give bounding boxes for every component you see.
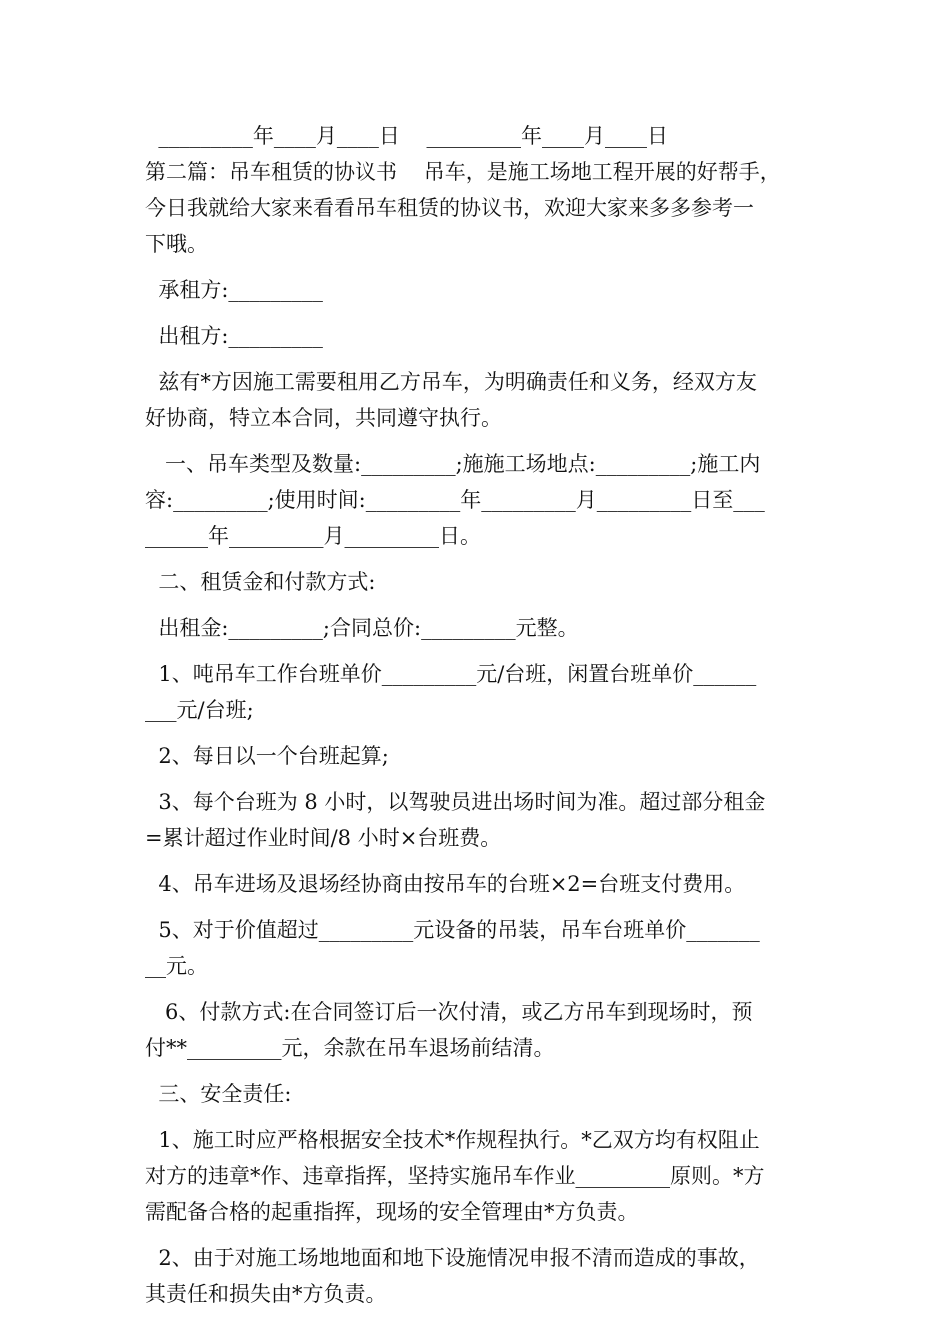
clause-line: ___元/台班;	[145, 698, 254, 722]
lessor-field: 出租方:_________	[145, 324, 323, 348]
clause-line: __元。	[145, 954, 208, 978]
clause-line: 2、每日以一个台班起算;	[145, 744, 389, 768]
document-body	[145, 118, 815, 1312]
section-heading: 三、安全责任:	[145, 1082, 292, 1106]
clause-line: 6、付款方式:在合同签订后一次付清，或乙方吊车到现场时，预	[145, 1000, 753, 1024]
clause-line: 容:_________;使用时间:_________年_________月_________日至___	[145, 488, 765, 512]
paragraph-line: 好协商，特立本合同，共同遵守执行。	[145, 406, 502, 430]
clause-line: 一、吊车类型及数量:_________;施施工场地点:_________;施工内	[145, 452, 761, 476]
clause-line: 2、由于对施工场地地面和地下设施情况申报不清而造成的事故，	[145, 1246, 760, 1270]
paragraph-line: 今日我就给大家来看看吊车租赁的协议书，欢迎大家来多多参考一	[145, 196, 754, 220]
clause-line: =累计超过作业时间/8 小时×台班费。	[145, 826, 502, 850]
clause-line: 4、吊车进场及退场经协商由按吊车的台班×2=台班支付费用。	[145, 872, 746, 896]
clause-line: 5、对于价值超过_________元设备的吊装，吊车台班单价_______	[145, 918, 760, 942]
clause-line: ______年_________月_________日。	[145, 524, 481, 548]
clause-line: 需配备合格的起重指挥，现场的安全管理由*方负责。	[145, 1200, 639, 1224]
clause-line: 1、施工时应严格根据安全技术*作规程执行。*乙双方均有权阻止	[145, 1128, 760, 1152]
paragraph-line: 兹有*方因施工需要租用乙方吊车，为明确责任和义务，经双方友	[145, 370, 757, 394]
date-line: _________年____月____日 _________年____月____日	[145, 124, 669, 148]
clause-line: 付**_________元，余款在吊车退场前结清。	[145, 1036, 555, 1060]
paragraph-line: 下哦。	[145, 232, 208, 256]
clause-line: 出租金:_________;合同总价:_________元整。	[145, 616, 579, 640]
section-heading: 二、租赁金和付款方式:	[145, 570, 376, 594]
section-title-paragraph: 第二篇：吊车租赁的协议书 吊车，是施工场地工程开展的好帮手，	[145, 160, 781, 184]
lessee-field: 承租方:_________	[145, 278, 323, 302]
clause-line: 3、每个台班为 8 小时，以驾驶员进出场时间为准。超过部分租金	[145, 790, 766, 814]
clause-line: 1、吨吊车工作台班单价_________元/台班，闲置台班单价______	[145, 662, 757, 686]
clause-line: 其责任和损失由*方负责。	[145, 1282, 387, 1306]
clause-line: 对方的违章*作、违章指挥，坚持实施吊车作业_________原则。*方	[145, 1164, 765, 1188]
